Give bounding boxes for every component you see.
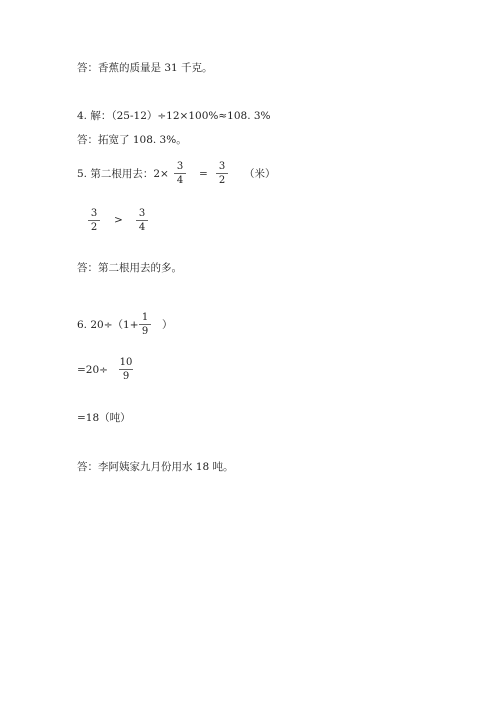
answer-5: 答：第二根用去的多。 <box>77 262 182 274</box>
fraction-numerator: 3 <box>176 161 184 172</box>
fraction-numerator: 3 <box>90 208 98 219</box>
fraction-denominator: 2 <box>90 222 98 233</box>
fraction-bar <box>139 324 151 325</box>
fraction-numerator: 10 <box>119 357 133 368</box>
fraction-numerator: 3 <box>138 208 146 219</box>
problem-5-prefix: 5. 第二根用去：2× <box>77 168 169 180</box>
answer-banana: 答：香蕉的质量是 31 千克。 <box>77 62 213 74</box>
problem-4-solution: 4. 解：（25-12）÷12×100%≈108. 3% <box>77 110 271 122</box>
fraction-10-9 <box>119 357 133 382</box>
fraction-3-2 <box>216 161 228 186</box>
fraction-denominator: 4 <box>176 175 184 186</box>
fraction-3-4 <box>174 161 186 186</box>
fraction-bar <box>174 173 186 174</box>
fraction-bar <box>119 369 133 370</box>
answer-6: 答：李阿姨家九月份用水 18 吨。 <box>77 461 234 473</box>
fraction-bar <box>216 173 228 174</box>
step-3-result: =18（吨） <box>77 412 131 424</box>
fraction-1-9 <box>139 312 151 337</box>
fraction-bar <box>88 220 100 221</box>
fraction-denominator: 9 <box>122 371 130 382</box>
greater-than-sign: > <box>114 214 123 226</box>
fraction-denominator: 2 <box>218 175 226 186</box>
fraction-denominator: 9 <box>141 326 149 337</box>
compare-fraction-3-4 <box>136 208 148 233</box>
step-2-prefix: =20÷ <box>77 364 108 376</box>
fraction-bar <box>136 220 148 221</box>
answer-4: 答：拓宽了 108. 3%。 <box>77 134 187 146</box>
problem-6-prefix: 6. 20÷（1+ <box>77 319 139 331</box>
equals-sign: = <box>199 168 208 180</box>
fraction-denominator: 4 <box>138 222 146 233</box>
fraction-numerator: 1 <box>141 312 149 323</box>
fraction-numerator: 3 <box>218 161 226 172</box>
compare-fraction-3-2 <box>88 208 100 233</box>
unit-meters: （米） <box>244 168 276 180</box>
closing-paren: ） <box>162 319 173 331</box>
